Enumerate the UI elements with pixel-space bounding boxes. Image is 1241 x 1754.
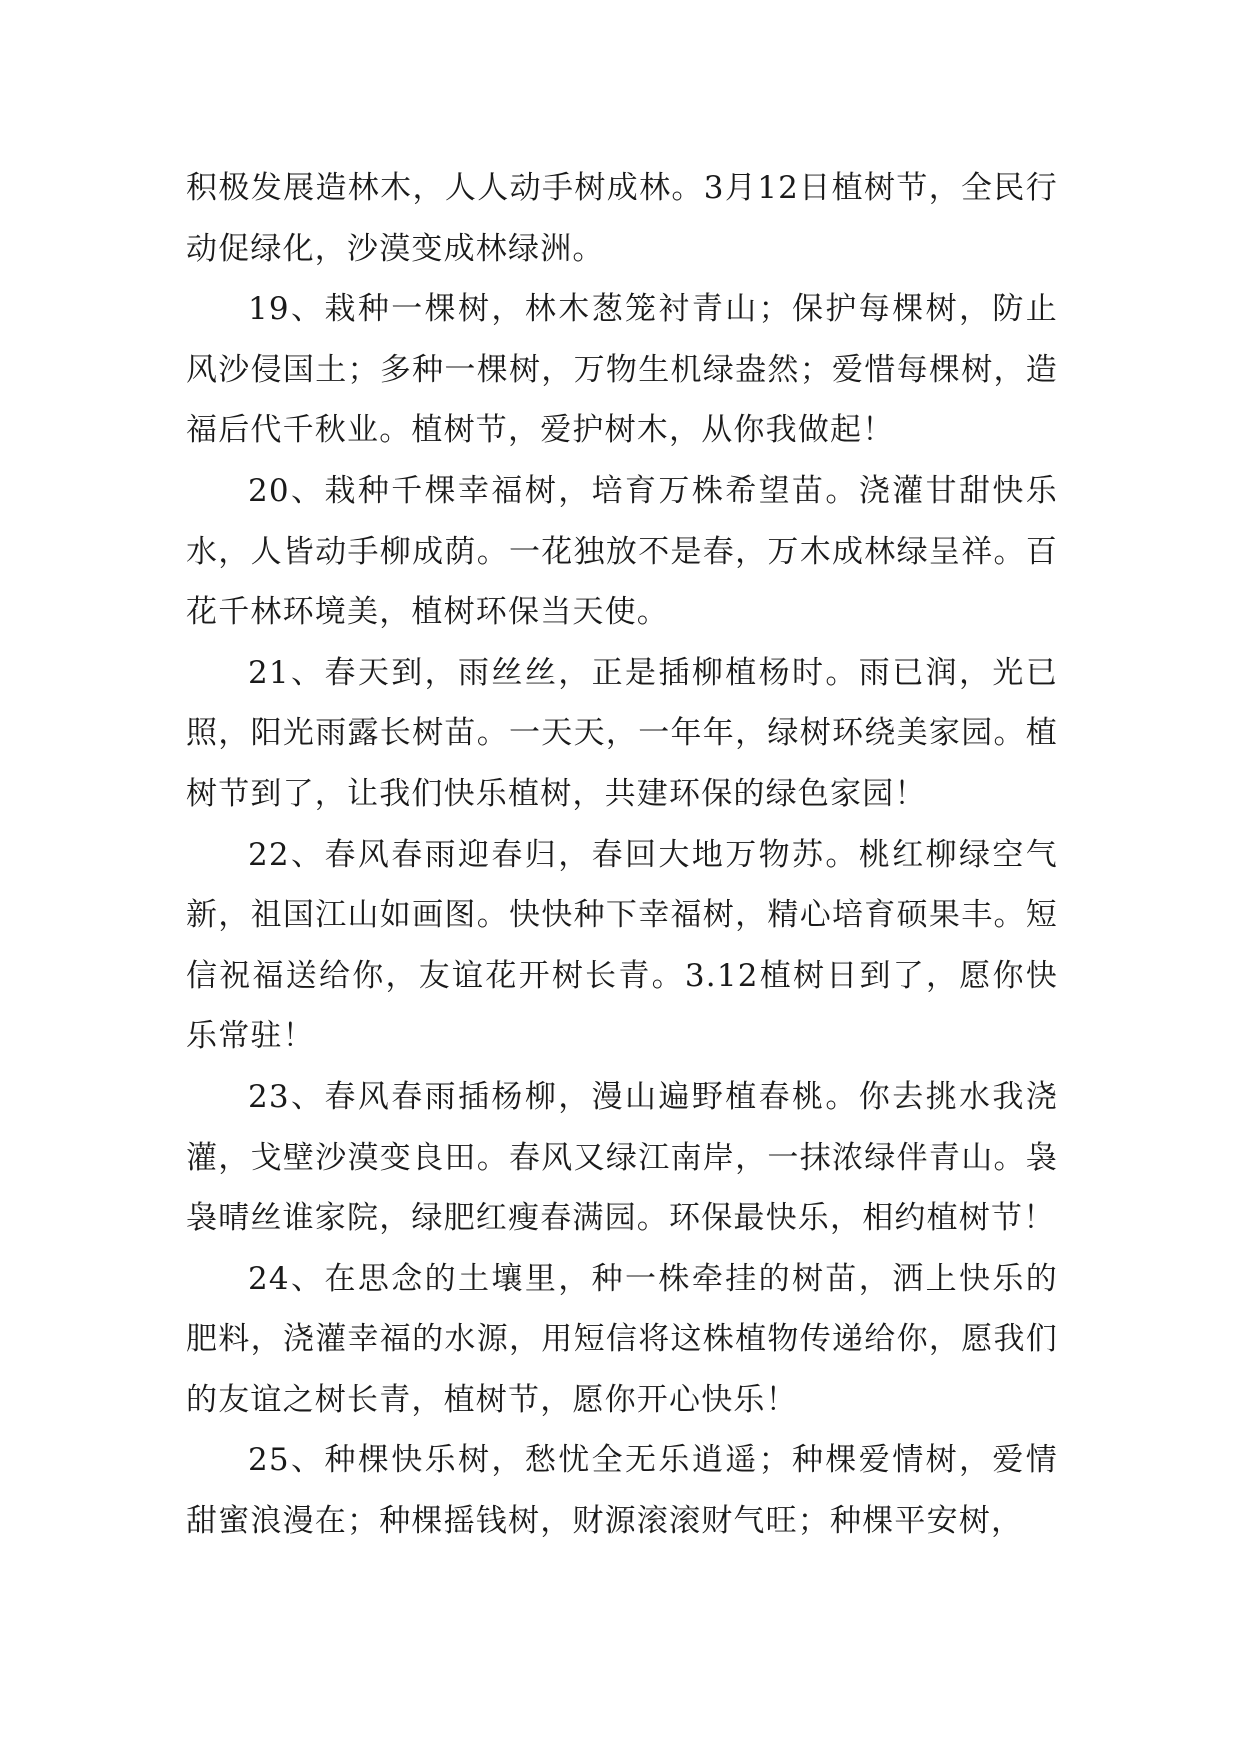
paragraph-25: 25、种棵快乐树，愁忧全无乐逍遥；种棵爱情树，爱情甜蜜浪漫在；种棵摇钱树，财源滚滚财气旺；种棵平安树， xyxy=(186,1442,1058,1540)
paragraph-24: 24、在思念的土壤里，种一株牵挂的树苗，洒上快乐的肥料，浇灌幸福的水源，用短信将这株植物传递给你，愿我们的友谊之树长青，植树节，愿你开心快乐！ xyxy=(186,1260,1058,1418)
paragraph-20: 20、栽种千棵幸福树，培育万株希望苗。浇灌甘甜快乐水，人皆动手柳成荫。一花独放不是春，万木成林绿呈祥。百花千林环境美，植树环保当天使。 xyxy=(186,472,1058,631)
document-body xyxy=(186,158,1058,1552)
paragraph-22: 22、春风春雨迎春归，春回大地万物苏。桃红柳绿空气新，祖国江山如画图。快快种下幸福树，精心培育硕果丰。短信祝福送给你，友谊花开树长青。3.12植树日到了，愿你快乐常驻！ xyxy=(186,836,1058,1055)
paragraph-continuation: 积极发展造林木，人人动手树成林。3月12日植树节，全民行动促绿化，沙漠变成林绿洲。 xyxy=(186,170,1058,267)
paragraph-19: 19、栽种一棵树，林木葱笼衬青山；保护每棵树，防止风沙侵国土；多种一棵树，万物生机绿盎然；爱惜每棵树，造福后代千秋业。植树节，爱护树木，从你我做起！ xyxy=(186,291,1058,449)
paragraph-21: 21、春天到，雨丝丝，正是插柳植杨时。雨已润，光已照，阳光雨露长树苗。一天天，一年年，绿树环绕美家园。植树节到了，让我们快乐植树，共建环保的绿色家园！ xyxy=(186,654,1058,812)
paragraph-23: 23、春风春雨插杨柳，漫山遍野植春桃。你去挑水我浇灌，戈壁沙漠变良田。春风又绿江南岸，一抹浓绿伴青山。袅袅晴丝谁家院，绿肥红瘦春满园。环保最快乐，相约植树节！ xyxy=(186,1078,1058,1237)
